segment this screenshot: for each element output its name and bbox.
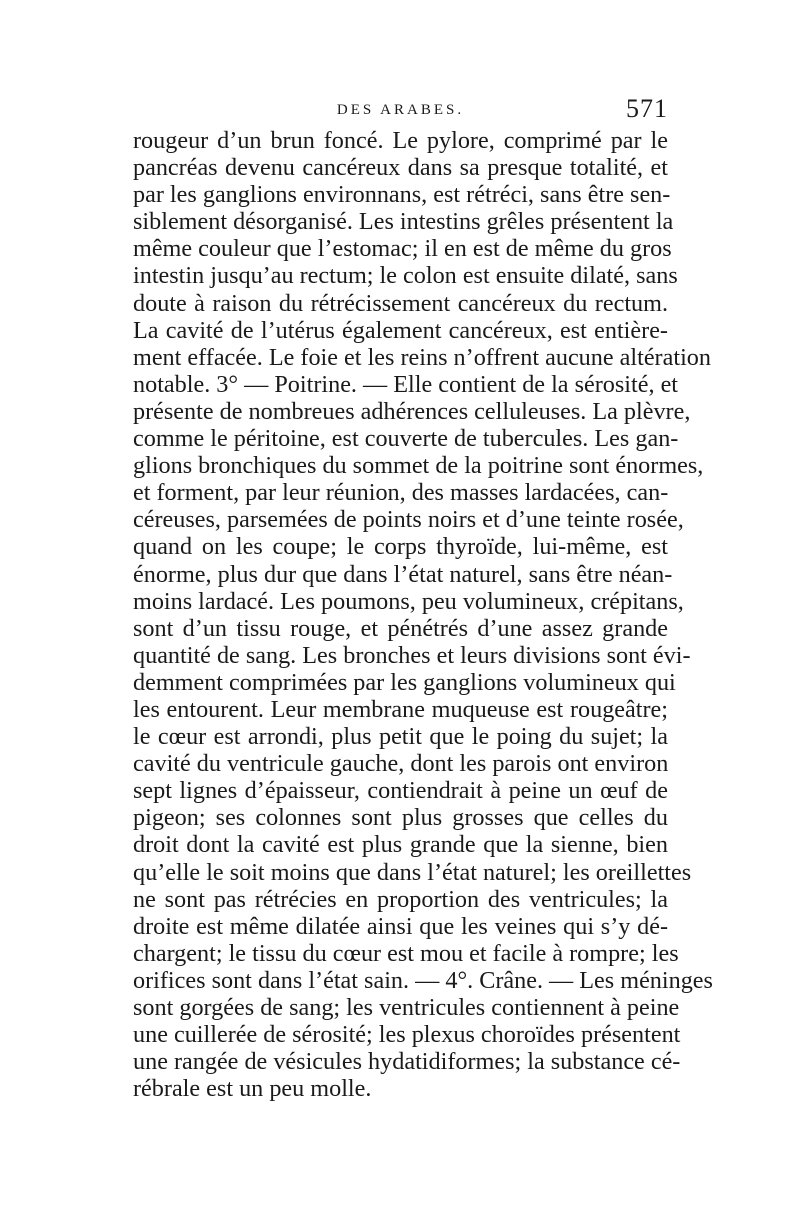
text-line: doute à raison du rétrécissement cancéreux du rectum. bbox=[133, 289, 668, 317]
page-number: 571 bbox=[626, 94, 668, 123]
text-line: pigeon; ses colonnes sont plus grosses que celles du bbox=[133, 804, 668, 832]
text-line: intestin jusqu’au rectum; le colon est ensuite dilaté, sans bbox=[133, 262, 678, 290]
text-line: cavité du ventricule gauche, dont les parois ont environ bbox=[133, 750, 669, 778]
text-line: siblement désorganisé. Les intestins grêles présentent la bbox=[133, 208, 674, 236]
text-line: énorme, plus dur que dans l’état naturel, sans être néan- bbox=[133, 560, 673, 588]
text-line: notable. 3° — Poitrine. — Elle contient de la sérosité, et bbox=[133, 370, 679, 398]
text-line: quand on les coupe; le corps thyroïde, lui-même, est bbox=[133, 533, 668, 561]
text-line: les entourent. Leur membrane muqueuse est rougeâtre; bbox=[133, 695, 668, 723]
text-line: rébrale est un peu molle. bbox=[133, 1075, 372, 1103]
text-line: moins lardacé. Les poumons, peu volumineux, crépitans, bbox=[133, 587, 684, 615]
text-line: même couleur que l’estomac; il en est de même du gros bbox=[133, 235, 672, 263]
running-head bbox=[133, 94, 668, 128]
text-line: demment comprimées par les ganglions volumineux qui bbox=[133, 668, 676, 696]
body-text bbox=[133, 127, 713, 1103]
text-line: chargent; le tissu du cœur est mou et facile à rompre; les bbox=[133, 939, 679, 967]
text-line: une rangée de vésicules hydatidiformes; la substance cé- bbox=[133, 1048, 681, 1076]
text-line: droite est même dilatée ainsi que les veines qui s’y dé- bbox=[133, 912, 668, 940]
text-line: glions bronchiques du sommet de la poitrine sont énormes, bbox=[133, 452, 704, 480]
text-line: droit dont la cavité est plus grande que la sienne, bien bbox=[133, 831, 668, 859]
text-line: et forment, par leur réunion, des masses lardacées, can- bbox=[133, 479, 669, 507]
text-line: sont d’un tissu rouge, et pénétrés d’une assez grande bbox=[133, 614, 668, 642]
text-line: La cavité de l’utérus également cancéreux, est entière- bbox=[133, 316, 668, 344]
text-line: comme le péritoine, est couverte de tubercules. Les gan- bbox=[133, 425, 679, 453]
text-line: sept lignes d’épaisseur, contiendrait à peine un œuf de bbox=[133, 777, 668, 805]
text-line: rougeur d’un brun foncé. Le pylore, comprimé par le bbox=[133, 127, 668, 154]
text-line: ment effacée. Le foie et les reins n’offrent aucune altération bbox=[133, 343, 711, 371]
text-line: orifices sont dans l’état sain. — 4°. Crâne. — Les méninges bbox=[133, 966, 713, 994]
text-line: une cuillerée de sérosité; les plexus choroïdes présentent bbox=[133, 1021, 681, 1049]
text-line: par les ganglions environnans, est rétréci, sans être sen- bbox=[133, 181, 671, 209]
running-title: DES ARABES. bbox=[336, 102, 465, 118]
text-line: sont gorgées de sang; les ventricules contiennent à peine bbox=[133, 994, 680, 1021]
text-line: ne sont pas rétrécies en proportion des ventricules; la bbox=[133, 885, 668, 913]
text-line: quantité de sang. Les bronches et leurs divisions sont évi- bbox=[133, 641, 691, 669]
text-line: céreuses, parsemées de points noirs et d’une teinte rosée, bbox=[133, 506, 684, 534]
text-line: qu’elle le soit moins que dans l’état naturel; les oreillettes bbox=[133, 858, 692, 886]
text-line: pancréas devenu cancéreux dans sa presque totalité, et bbox=[133, 154, 668, 182]
text-line: présente de nombreues adhérences celluleuses. La plèvre, bbox=[133, 397, 691, 425]
text-line: le cœur est arrondi, plus petit que le poing du sujet; la bbox=[133, 723, 668, 751]
